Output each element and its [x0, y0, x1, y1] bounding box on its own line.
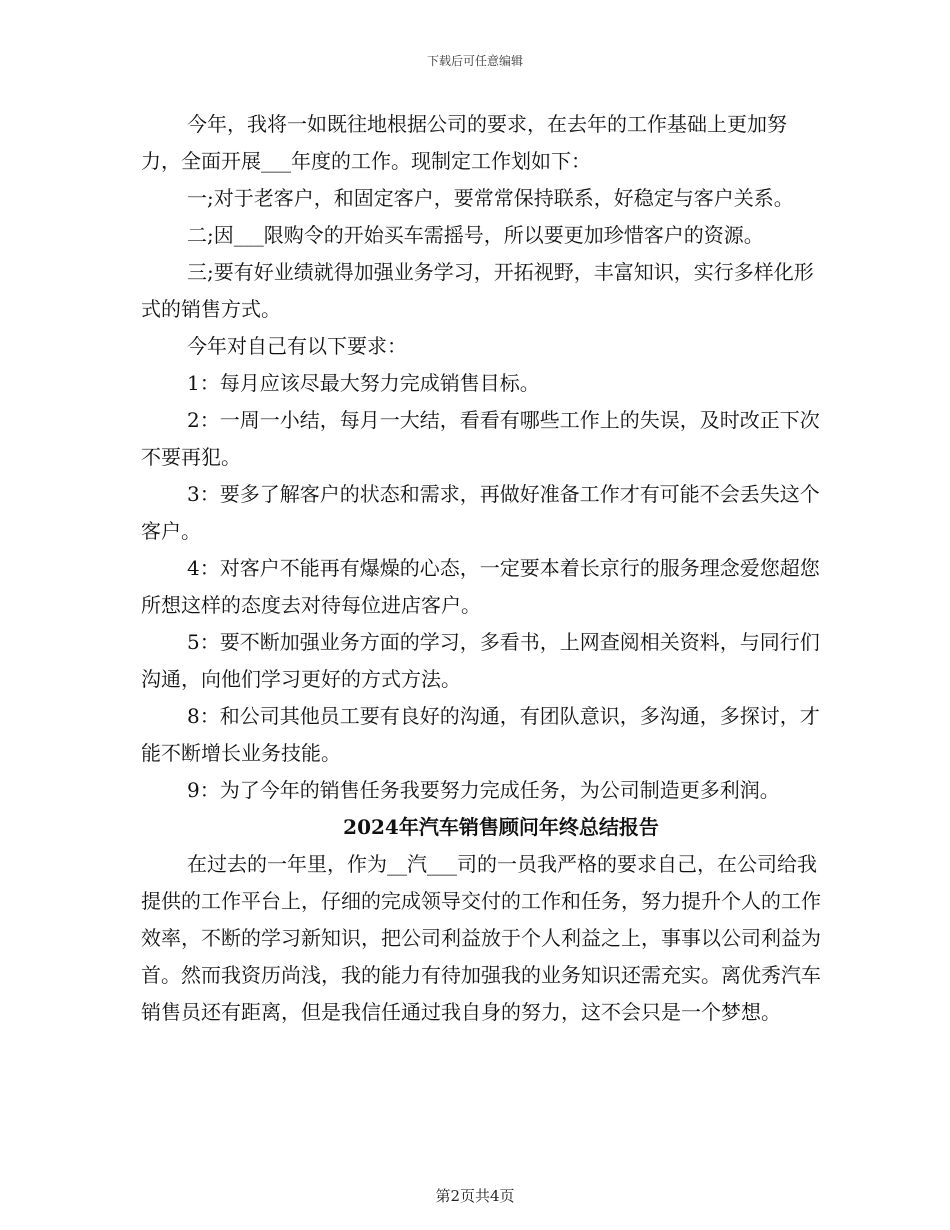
paragraph-summary: 在过去的一年里，作为__汽___司的一员我严格的要求自己，在公司给我提供的工作平台上，仔细的完成领导交付的工作和任务，努力提升个人的工作效率，不断的学习新知识，把公司利益放于个人利益之上，事事以公司利益为首。然而我资历尚浅，我的能力有待加强我的业务知识还需充实。离优秀汽车销售员还有距离，但是我信任通过我自身的努力，这不会只是一个梦想。: [141, 852, 821, 1024]
page-footer: 第2页共4页: [435, 1187, 515, 1205]
paragraph-req-8: 8：和公司其他员工要有良好的沟通，有团队意识，多沟通，多探讨，才能不断增长业务技能。: [141, 704, 820, 765]
paragraph-req-9: 9：为了今年的销售任务我要努力完成任务，为公司制造更多利润。: [187, 778, 780, 802]
paragraph-req-3: 3：要多了解客户的状态和需求，再做好准备工作才有可能不会丢失这个客户。: [141, 482, 820, 543]
paragraph-item-3: 三;要有好业绩就得加强业务学习，开拓视野，丰富知识，实行多样化形式的销售方式。: [141, 260, 814, 321]
paragraph-item-2: 二;因___限购令的开始买车需摇号，所以要更加珍惜客户的资源。: [187, 223, 764, 247]
paragraph-item-1: 一;对于老客户，和固定客户，要常常保持联系，好稳定与客户关系。: [187, 186, 794, 210]
paragraph-req-4: 4：对客户不能再有爆燥的心态，一定要本着长京行的服务理念爱您超您所想这样的态度去对待每位进店客户。: [141, 556, 820, 617]
paragraph-req-1: 1：每月应该尽最大努力完成销售目标。: [187, 371, 540, 395]
section-title: 2024年汽车销售顾问年终总结报告: [343, 815, 659, 839]
paragraph-intro: 今年，我将一如既往地根据公司的要求，在去年的工作基础上更加努力，全面开展___年度的工作。现制定工作划如下：: [141, 112, 787, 173]
paragraph-requirements-heading: 今年对自己有以下要求：: [187, 334, 407, 358]
page-header: 下载后可任意编辑: [426, 54, 523, 68]
document-body: [141, 106, 821, 1031]
paragraph-req-2: 2：一周一小结，每月一大结，看看有哪些工作上的失误，及时改正下次不要再犯。: [141, 408, 820, 469]
paragraph-req-5: 5：要不断加强业务方面的学习，多看书，上网查阅相关资料，与同行们沟通，向他们学习更好的方式方法。: [141, 630, 820, 691]
